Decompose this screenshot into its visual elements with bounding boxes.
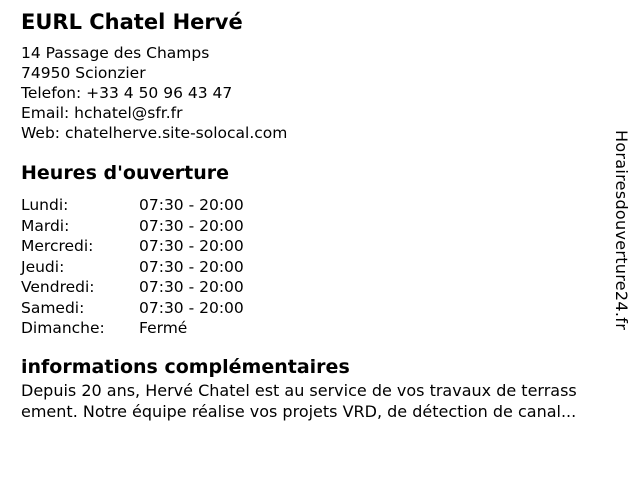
time-value: 07:30 - 20:00 (139, 237, 244, 255)
time-value: 07:30 - 20:00 (139, 298, 244, 317)
day-label: Samedi: (21, 298, 85, 317)
time-value: 07:30 - 20:00 (139, 257, 244, 276)
web-value[interactable]: chatelherve.site-solocal.com (64, 124, 288, 142)
address-city: 74950 Scionzier (21, 64, 146, 82)
phone-label: Telefon: (21, 84, 82, 102)
day-label: Mardi: (21, 216, 70, 235)
time-value: 07:30 - 20:00 (139, 196, 244, 214)
page-title: EURL Chatel Hervé (21, 10, 243, 34)
time-value: Fermé (139, 319, 188, 337)
email-label: Email: (21, 104, 70, 122)
hours-table (21, 195, 244, 339)
day-label: Vendredi: (21, 278, 95, 296)
phone-value: +33 4 50 96 43 47 (86, 84, 233, 102)
email-value[interactable]: hchatel@sfr.fr (74, 104, 183, 122)
address-street: 14 Passage des Champs (21, 44, 210, 62)
day-label: Lundi: (21, 196, 69, 214)
day-label: Jeudi: (21, 257, 65, 276)
info-paragraph (21, 380, 577, 422)
hours-row (21, 257, 244, 278)
email-line (21, 103, 287, 123)
hours-row (21, 318, 244, 339)
hours-row (21, 236, 244, 257)
hours-row (21, 277, 244, 298)
time-value: 07:30 - 20:00 (139, 216, 244, 235)
hours-row (21, 298, 244, 319)
time-value: 07:30 - 20:00 (139, 278, 244, 296)
contact-block (21, 43, 287, 143)
phone-line (21, 83, 287, 103)
day-label: Mercredi: (21, 237, 94, 255)
info-line: Depuis 20 ans, Hervé Chatel est au service de vos travaux de terrass (21, 381, 577, 400)
day-label: Dimanche: (21, 319, 105, 337)
site-watermark[interactable]: Horairesdouverture24.fr (612, 130, 631, 331)
web-line (21, 123, 287, 143)
web-label: Web: (21, 124, 61, 142)
info-line: ement. Notre équipe réalise vos projets VRD, de détection de canal... (21, 402, 577, 421)
additional-info-heading: informations complémentaires (21, 356, 350, 378)
opening-hours-heading: Heures d'ouverture (21, 162, 229, 184)
hours-row (21, 195, 244, 216)
hours-row (21, 216, 244, 237)
